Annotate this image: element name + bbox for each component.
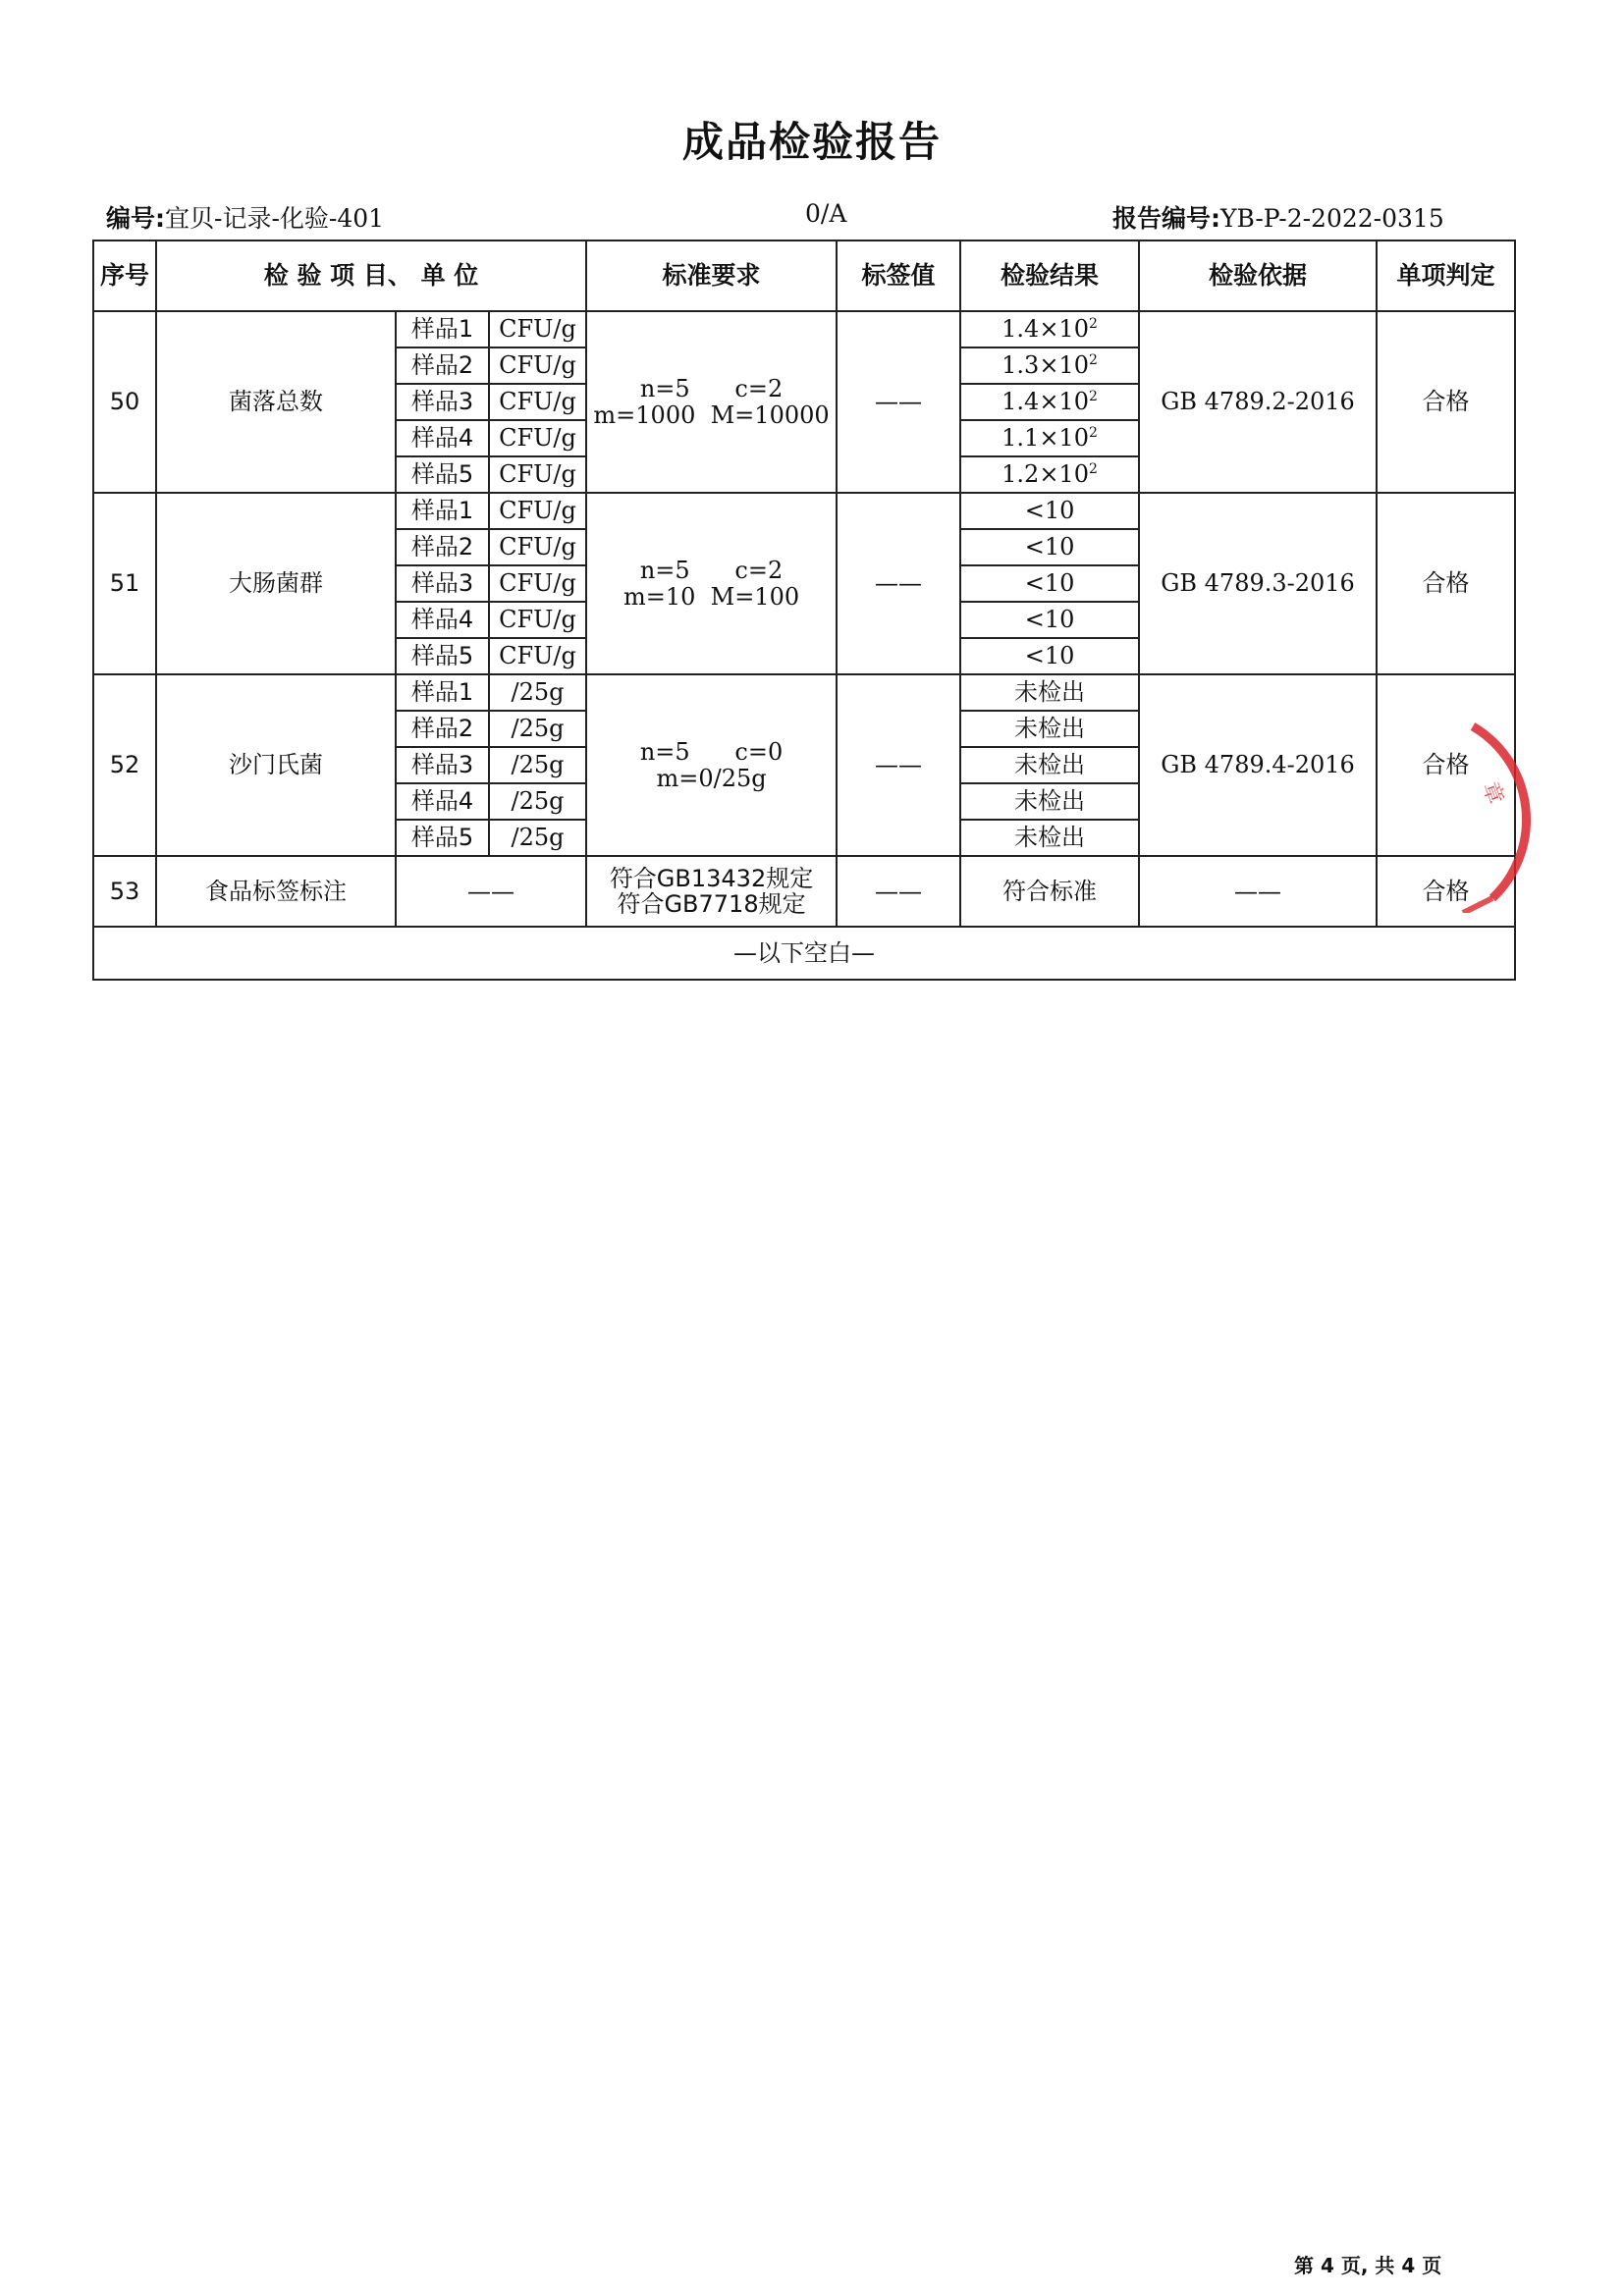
result-value: 1.4×10	[1001, 388, 1089, 416]
result-cell	[960, 711, 1139, 747]
standard-line-1: n=5 c=2	[639, 375, 784, 403]
version: 0/A	[805, 199, 847, 228]
result-cell: 符合标准	[960, 856, 1139, 927]
item-name-cell: 食品标签标注	[156, 856, 396, 927]
label-value-cell: ——	[837, 674, 960, 856]
result-value: 未检出	[1014, 678, 1086, 707]
seq-cell: 51	[93, 493, 156, 674]
col-judgement: 单项判定	[1377, 240, 1515, 311]
unit-cell: /25g	[489, 711, 586, 747]
unit-cell: CFU/g	[489, 311, 586, 347]
standard-line-2: 符合GB7718规定	[617, 890, 806, 918]
item-name-cell: 沙门氏菌	[156, 674, 396, 856]
result-cell	[960, 820, 1139, 856]
seq-cell: 52	[93, 674, 156, 856]
unit-cell: CFU/g	[489, 347, 586, 384]
judgement-cell: 合格	[1377, 493, 1515, 674]
result-cell	[960, 420, 1139, 456]
unit-cell: ——	[396, 856, 586, 927]
seq-cell: 50	[93, 311, 156, 493]
sample-cell: 样品2	[396, 711, 489, 747]
basis-cell: ——	[1139, 856, 1377, 927]
basis-cell: GB 4789.2-2016	[1139, 311, 1377, 493]
result-exponent: 2	[1088, 461, 1098, 478]
result-cell	[960, 747, 1139, 783]
unit-cell: /25g	[489, 820, 586, 856]
table-row	[93, 674, 1515, 711]
label-value-cell: ——	[837, 493, 960, 674]
judgement-cell: 合格	[1377, 311, 1515, 493]
result-cell	[960, 783, 1139, 820]
record-code	[106, 199, 384, 235]
report-number-label: 报告编号:	[1112, 204, 1220, 233]
result-cell	[960, 638, 1139, 674]
table-row	[93, 311, 1515, 347]
sample-cell: 样品1	[396, 493, 489, 529]
report-number	[1112, 199, 1444, 235]
result-value: <10	[1024, 606, 1075, 634]
col-standard: 标准要求	[586, 240, 837, 311]
result-exponent: 2	[1088, 352, 1098, 369]
seal-stamp	[1453, 717, 1600, 913]
result-cell	[960, 529, 1139, 565]
unit-cell: CFU/g	[489, 456, 586, 493]
sample-cell: 样品3	[396, 565, 489, 602]
sample-cell: 样品4	[396, 602, 489, 638]
sample-cell: 样品3	[396, 747, 489, 783]
sample-cell: 样品2	[396, 347, 489, 384]
unit-cell: CFU/g	[489, 529, 586, 565]
unit-cell: /25g	[489, 747, 586, 783]
col-result: 检验结果	[960, 240, 1139, 311]
result-cell	[960, 456, 1139, 493]
standard-line-2: m=0/25g	[656, 764, 767, 792]
report-title: 成品检验报告	[681, 118, 942, 166]
sample-cell: 样品4	[396, 783, 489, 820]
result-cell	[960, 493, 1139, 529]
svg-text:章: 章	[1477, 778, 1508, 808]
unit-cell: CFU/g	[489, 420, 586, 456]
inspection-table	[92, 240, 1516, 981]
result-value: 1.3×10	[1001, 351, 1089, 380]
record-code-label: 编号:	[106, 204, 165, 233]
standard-line-2: m=10 M=100	[623, 582, 800, 611]
result-value: 1.1×10	[1001, 424, 1089, 453]
col-seq: 序号	[93, 240, 156, 311]
sample-cell: 样品5	[396, 820, 489, 856]
result-cell	[960, 384, 1139, 420]
table-row	[93, 856, 1515, 927]
blank-note: —以下空白—	[93, 927, 1515, 980]
page-footer: 第 4 页, 共 4 页	[1294, 2254, 1442, 2277]
unit-cell: CFU/g	[489, 384, 586, 420]
standard-line-1: 符合GB13432规定	[609, 864, 814, 892]
result-cell	[960, 311, 1139, 347]
sample-cell: 样品5	[396, 456, 489, 493]
standard-line-2: m=1000 M=10000	[593, 400, 830, 429]
result-value: <10	[1024, 497, 1075, 525]
unit-cell: /25g	[489, 674, 586, 711]
result-value: <10	[1024, 533, 1075, 561]
unit-cell: CFU/g	[489, 602, 586, 638]
result-exponent: 2	[1088, 389, 1098, 405]
result-value: <10	[1024, 642, 1075, 670]
sample-cell: 样品3	[396, 384, 489, 420]
result-value: 1.4×10	[1001, 315, 1089, 344]
result-cell	[960, 347, 1139, 384]
seq-cell: 53	[93, 856, 156, 927]
record-code-value: 宜贝-记录-化验-401	[165, 204, 385, 233]
judgement-cell: 合格	[1377, 674, 1515, 856]
sample-cell: 样品4	[396, 420, 489, 456]
sample-cell: 样品1	[396, 311, 489, 347]
result-value: 未检出	[1014, 787, 1086, 816]
sample-cell: 样品5	[396, 638, 489, 674]
basis-cell: GB 4789.3-2016	[1139, 493, 1377, 674]
result-exponent: 2	[1088, 316, 1098, 333]
col-label-value: 标签值	[837, 240, 960, 311]
result-value: <10	[1024, 569, 1075, 598]
result-cell	[960, 565, 1139, 602]
sample-cell: 样品1	[396, 674, 489, 711]
blank-row	[93, 927, 1515, 980]
report-number-value: YB-P-2-2022-0315	[1220, 204, 1444, 233]
standard-cell	[586, 493, 837, 674]
col-basis: 检验依据	[1139, 240, 1377, 311]
item-name-cell: 菌落总数	[156, 311, 396, 493]
unit-cell: CFU/g	[489, 565, 586, 602]
result-value: 未检出	[1014, 751, 1086, 779]
result-value: 未检出	[1014, 824, 1086, 852]
standard-cell	[586, 311, 837, 493]
item-name-cell: 大肠菌群	[156, 493, 396, 674]
basis-cell: GB 4789.4-2016	[1139, 674, 1377, 856]
standard-line-1: n=5 c=2	[639, 557, 784, 585]
standard-line-1: n=5 c=0	[639, 738, 784, 767]
result-value: 1.2×10	[1001, 460, 1089, 489]
result-cell	[960, 674, 1139, 711]
table-row	[93, 493, 1515, 529]
label-value-cell: ——	[837, 311, 960, 493]
standard-cell	[586, 856, 837, 927]
col-item: 检 验 项 目、 单 位	[156, 240, 586, 311]
standard-cell	[586, 674, 837, 856]
label-value-cell: ——	[837, 856, 960, 927]
judgement-cell: 合格	[1377, 856, 1515, 927]
result-exponent: 2	[1088, 425, 1098, 442]
unit-cell: CFU/g	[489, 638, 586, 674]
result-value: 未检出	[1014, 715, 1086, 743]
sample-cell: 样品2	[396, 529, 489, 565]
table-header-row	[93, 240, 1515, 311]
result-cell	[960, 602, 1139, 638]
unit-cell: CFU/g	[489, 493, 586, 529]
unit-cell: /25g	[489, 783, 586, 820]
